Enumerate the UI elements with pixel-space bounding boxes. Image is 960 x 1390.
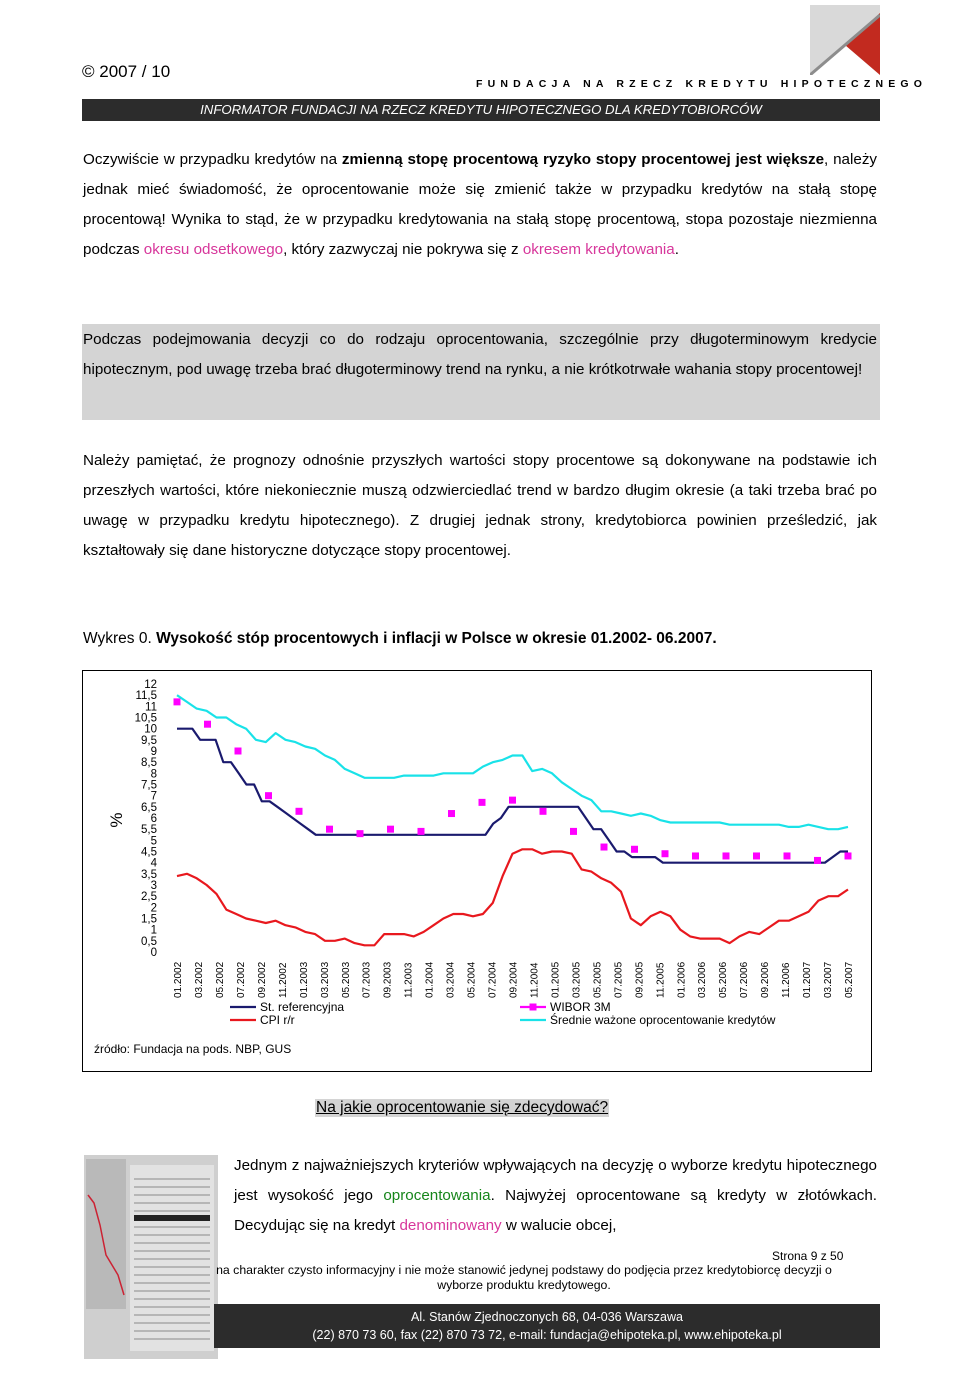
chart-source: źródło: Fundacja na pods. NBP, GUS (94, 1042, 292, 1056)
x-tick-label: 05.2005 (592, 961, 604, 998)
x-tick-label: 05.2006 (718, 961, 730, 998)
wibor-marker (540, 808, 547, 815)
wibor-marker (509, 797, 516, 804)
wibor-marker (387, 826, 394, 833)
x-tick-label: 09.2005 (634, 961, 646, 998)
x-tick-label: 07.2002 (235, 961, 247, 998)
wibor-marker (723, 852, 730, 859)
info-bar: INFORMATOR FUNDACJI NA RZECZ KREDYTU HIPOTECZNEGO DLA KREDYTOBIORCÓW (82, 99, 880, 121)
y-tick-label: 2 (150, 902, 157, 915)
y-tick-label: 8 (150, 768, 157, 781)
x-tick-label: 03.2004 (445, 961, 457, 998)
y-tick-label: 5,5 (141, 824, 157, 837)
x-tick-label: 11.2004 (529, 962, 541, 998)
wibor-marker (448, 810, 455, 817)
x-tick-label: 09.2003 (382, 961, 394, 998)
caption-prefix: Wykres 0. (83, 630, 157, 647)
wibor-marker (174, 698, 181, 705)
x-tick-label: 09.2002 (256, 961, 268, 998)
y-tick-label: 10 (144, 723, 157, 736)
x-tick-label: 03.2003 (319, 961, 331, 998)
wibor-marker (265, 792, 272, 799)
y-tick-label: 12 (144, 679, 157, 691)
legend-marker (530, 1004, 537, 1011)
x-tick-label: 11.2002 (277, 962, 289, 998)
x-tick-label: 11.2006 (781, 962, 793, 998)
legend-label: WIBOR 3M (550, 1000, 611, 1014)
x-tick-label: 03.2006 (697, 961, 709, 998)
wibor-marker (601, 844, 608, 851)
y-tick-label: 9,5 (141, 734, 157, 747)
disclaimer: na charakter czysto informacyjny i nie może stanowić jedynej podstawy do podjęcia przez kredytobiorcę decyzji o wyborze produktu kredytowego. (216, 1263, 832, 1292)
series-line-3 (177, 695, 848, 829)
para1-text-a: Oczywiście w przypadku kredytów na (83, 151, 342, 168)
x-tick-label: 09.2004 (508, 961, 520, 998)
x-tick-label: 11.2003 (403, 962, 415, 998)
y-tick-label: 9 (150, 746, 157, 758)
x-tick-label: 03.2002 (193, 961, 205, 998)
x-tick-label: 05.2004 (466, 961, 478, 998)
x-tick-label: 03.2005 (571, 961, 583, 998)
x-tick-label: 05.2003 (340, 961, 352, 998)
y-tick-label: 10,5 (134, 712, 157, 725)
y-tick-label: 4 (150, 857, 157, 870)
x-tick-label: 01.2006 (676, 961, 688, 998)
x-tick-label: 03.2007 (823, 961, 835, 998)
x-tick-label: 01.2003 (298, 961, 310, 998)
para1-text-d: . (674, 241, 679, 258)
y-axis-label: % (107, 812, 126, 828)
link-denominowany[interactable]: denominowany (399, 1217, 502, 1234)
x-tick-label: 07.2004 (487, 961, 499, 998)
y-tick-label: 3,5 (141, 868, 157, 881)
chart-caption (83, 630, 717, 648)
paragraph-2: Podczas podejmowania decyzji co do rodzaju oprocentowania, szczególnie przy długoterminowym kredycie hipotecznym, pod uwagę trzeba brać długoterminowy trend na rynku, a nie krótkotrwałe wahania stopy procentowej! (83, 331, 877, 378)
x-tick-label: 07.2003 (361, 961, 373, 998)
link-oprocentowanie[interactable]: oprocentowania (383, 1187, 491, 1204)
y-tick-label: 8,5 (141, 757, 157, 770)
y-tick-label: 2,5 (141, 891, 157, 904)
issue-label: © 2007 / 10 (82, 62, 171, 81)
x-tick-label: 05.2002 (214, 961, 226, 998)
y-tick-label: 0,5 (141, 935, 157, 948)
x-tick-label: 01.2007 (802, 961, 814, 998)
para1-text-b: , należy jednak mieć świadomość, że oprocentowanie może się zmienić także w przypadku kredytów na stałą stopę procentową! Wynika to stąd, że w przypadku kredytowania na stałą stopę procentową, stopa pozostaje niezmienna podczas (83, 151, 878, 258)
page-number: Strona 9 z 50 (772, 1249, 844, 1263)
wibor-marker (662, 850, 669, 857)
y-tick-label: 1,5 (141, 913, 157, 926)
y-tick-label: 4,5 (141, 846, 157, 859)
paragraph-1 (83, 145, 877, 265)
rates-chart (82, 670, 872, 1072)
newspaper-photo (84, 1155, 218, 1359)
para4-text-b: . Najwyżej oprocentowane są kredyty w złotówkach. Decydując się na kredyt (234, 1187, 877, 1234)
paragraph-4 (234, 1151, 877, 1241)
wibor-marker (814, 857, 821, 864)
x-tick-label: 07.2005 (613, 961, 625, 998)
wibor-marker (204, 721, 211, 728)
wibor-marker (479, 799, 486, 806)
link-okres-odsetkowy[interactable]: okresu odsetkowego (143, 241, 284, 258)
footer-bar (214, 1304, 880, 1348)
x-tick-label: 01.2005 (550, 961, 562, 998)
wibor-marker (357, 830, 364, 837)
y-tick-label: 3 (150, 880, 157, 892)
footer-address: Al. Stanów Zjednoczonych 68, 04-036 Warszawa (411, 1310, 683, 1324)
wibor-marker (753, 852, 760, 859)
y-tick-label: 0 (150, 947, 157, 959)
y-tick-label: 5 (150, 835, 157, 848)
wibor-marker (631, 846, 638, 853)
x-tick-label: 01.2004 (424, 961, 436, 998)
x-tick-label: 01.2002 (173, 961, 184, 998)
legend-label: St. referencyjna (260, 1000, 345, 1014)
wibor-marker (845, 852, 852, 859)
wibor-marker (418, 828, 425, 835)
foundation-name: FUNDACJA NA RZECZ KREDYTU HIPOTECZNEGO (476, 78, 928, 90)
wibor-marker (296, 808, 303, 815)
x-tick-label: 11.2005 (655, 962, 667, 998)
y-tick-label: 7 (150, 790, 157, 803)
y-tick-label: 6,5 (141, 801, 157, 814)
legend-label: Średnie ważone oprocentowanie kredytów (550, 1013, 776, 1027)
footer-contact: (22) 870 73 60, fax (22) 870 73 72, e-mail: fundacja@ehipoteka.pl, www.ehipoteka.pl (312, 1328, 782, 1342)
wibor-marker (570, 828, 577, 835)
wibor-marker (326, 826, 333, 833)
legend-label: CPI r/r (260, 1013, 295, 1027)
wibor-marker (235, 748, 242, 755)
y-tick-label: 7,5 (141, 779, 157, 792)
section-question: Na jakie oprocentowanie się zdecydować? (316, 1099, 609, 1116)
x-tick-label: 07.2006 (739, 961, 751, 998)
caption-title: Wysokość stóp procentowych i inflacji w Polsce w okresie 01.2002- 06.2007. (156, 630, 717, 647)
foundation-logo (810, 5, 880, 75)
para4-text-a: Jednym z najważniejszych kryteriów wpływających na decyzję o wyborze kredytu hipotecznego jest wysokość jego (234, 1157, 877, 1204)
y-tick-label: 6 (150, 813, 157, 825)
wibor-marker (692, 852, 699, 859)
series-line-0 (177, 729, 848, 863)
y-tick-label: 11,5 (135, 690, 157, 703)
link-okres-kredytowania[interactable]: okresem kredytowania (522, 241, 675, 258)
para1-text-c: , który zazwyczaj nie pokrywa się z (283, 241, 523, 258)
x-tick-label: 05.2007 (844, 961, 855, 998)
x-tick-label: 09.2006 (760, 961, 772, 998)
para4-text-c: w walucie obcej, (501, 1217, 617, 1234)
y-tick-label: 11 (145, 701, 157, 714)
wibor-marker (784, 852, 791, 859)
y-tick-label: 1 (150, 924, 157, 937)
para1-bold: zmienną stopę procentową ryzyko stopy procentowej jest większe (341, 151, 825, 168)
paragraph-3: Należy pamiętać, że prognozy odnośnie przyszłych wartości stopy procentowe są dokonywane na podstawie ich przeszłych wartości, które niekoniecznie muszą odzwierciedlać trend w bardzo długim okresie (a taki trzeba brać po uwagę w przypadku kredytu hipotecznego). Z drugiej jednak strony, kredytobiorca powinien prześledzić, jak kształtowały się dane historyczne dotyczące stopy procentowej. (83, 452, 877, 559)
